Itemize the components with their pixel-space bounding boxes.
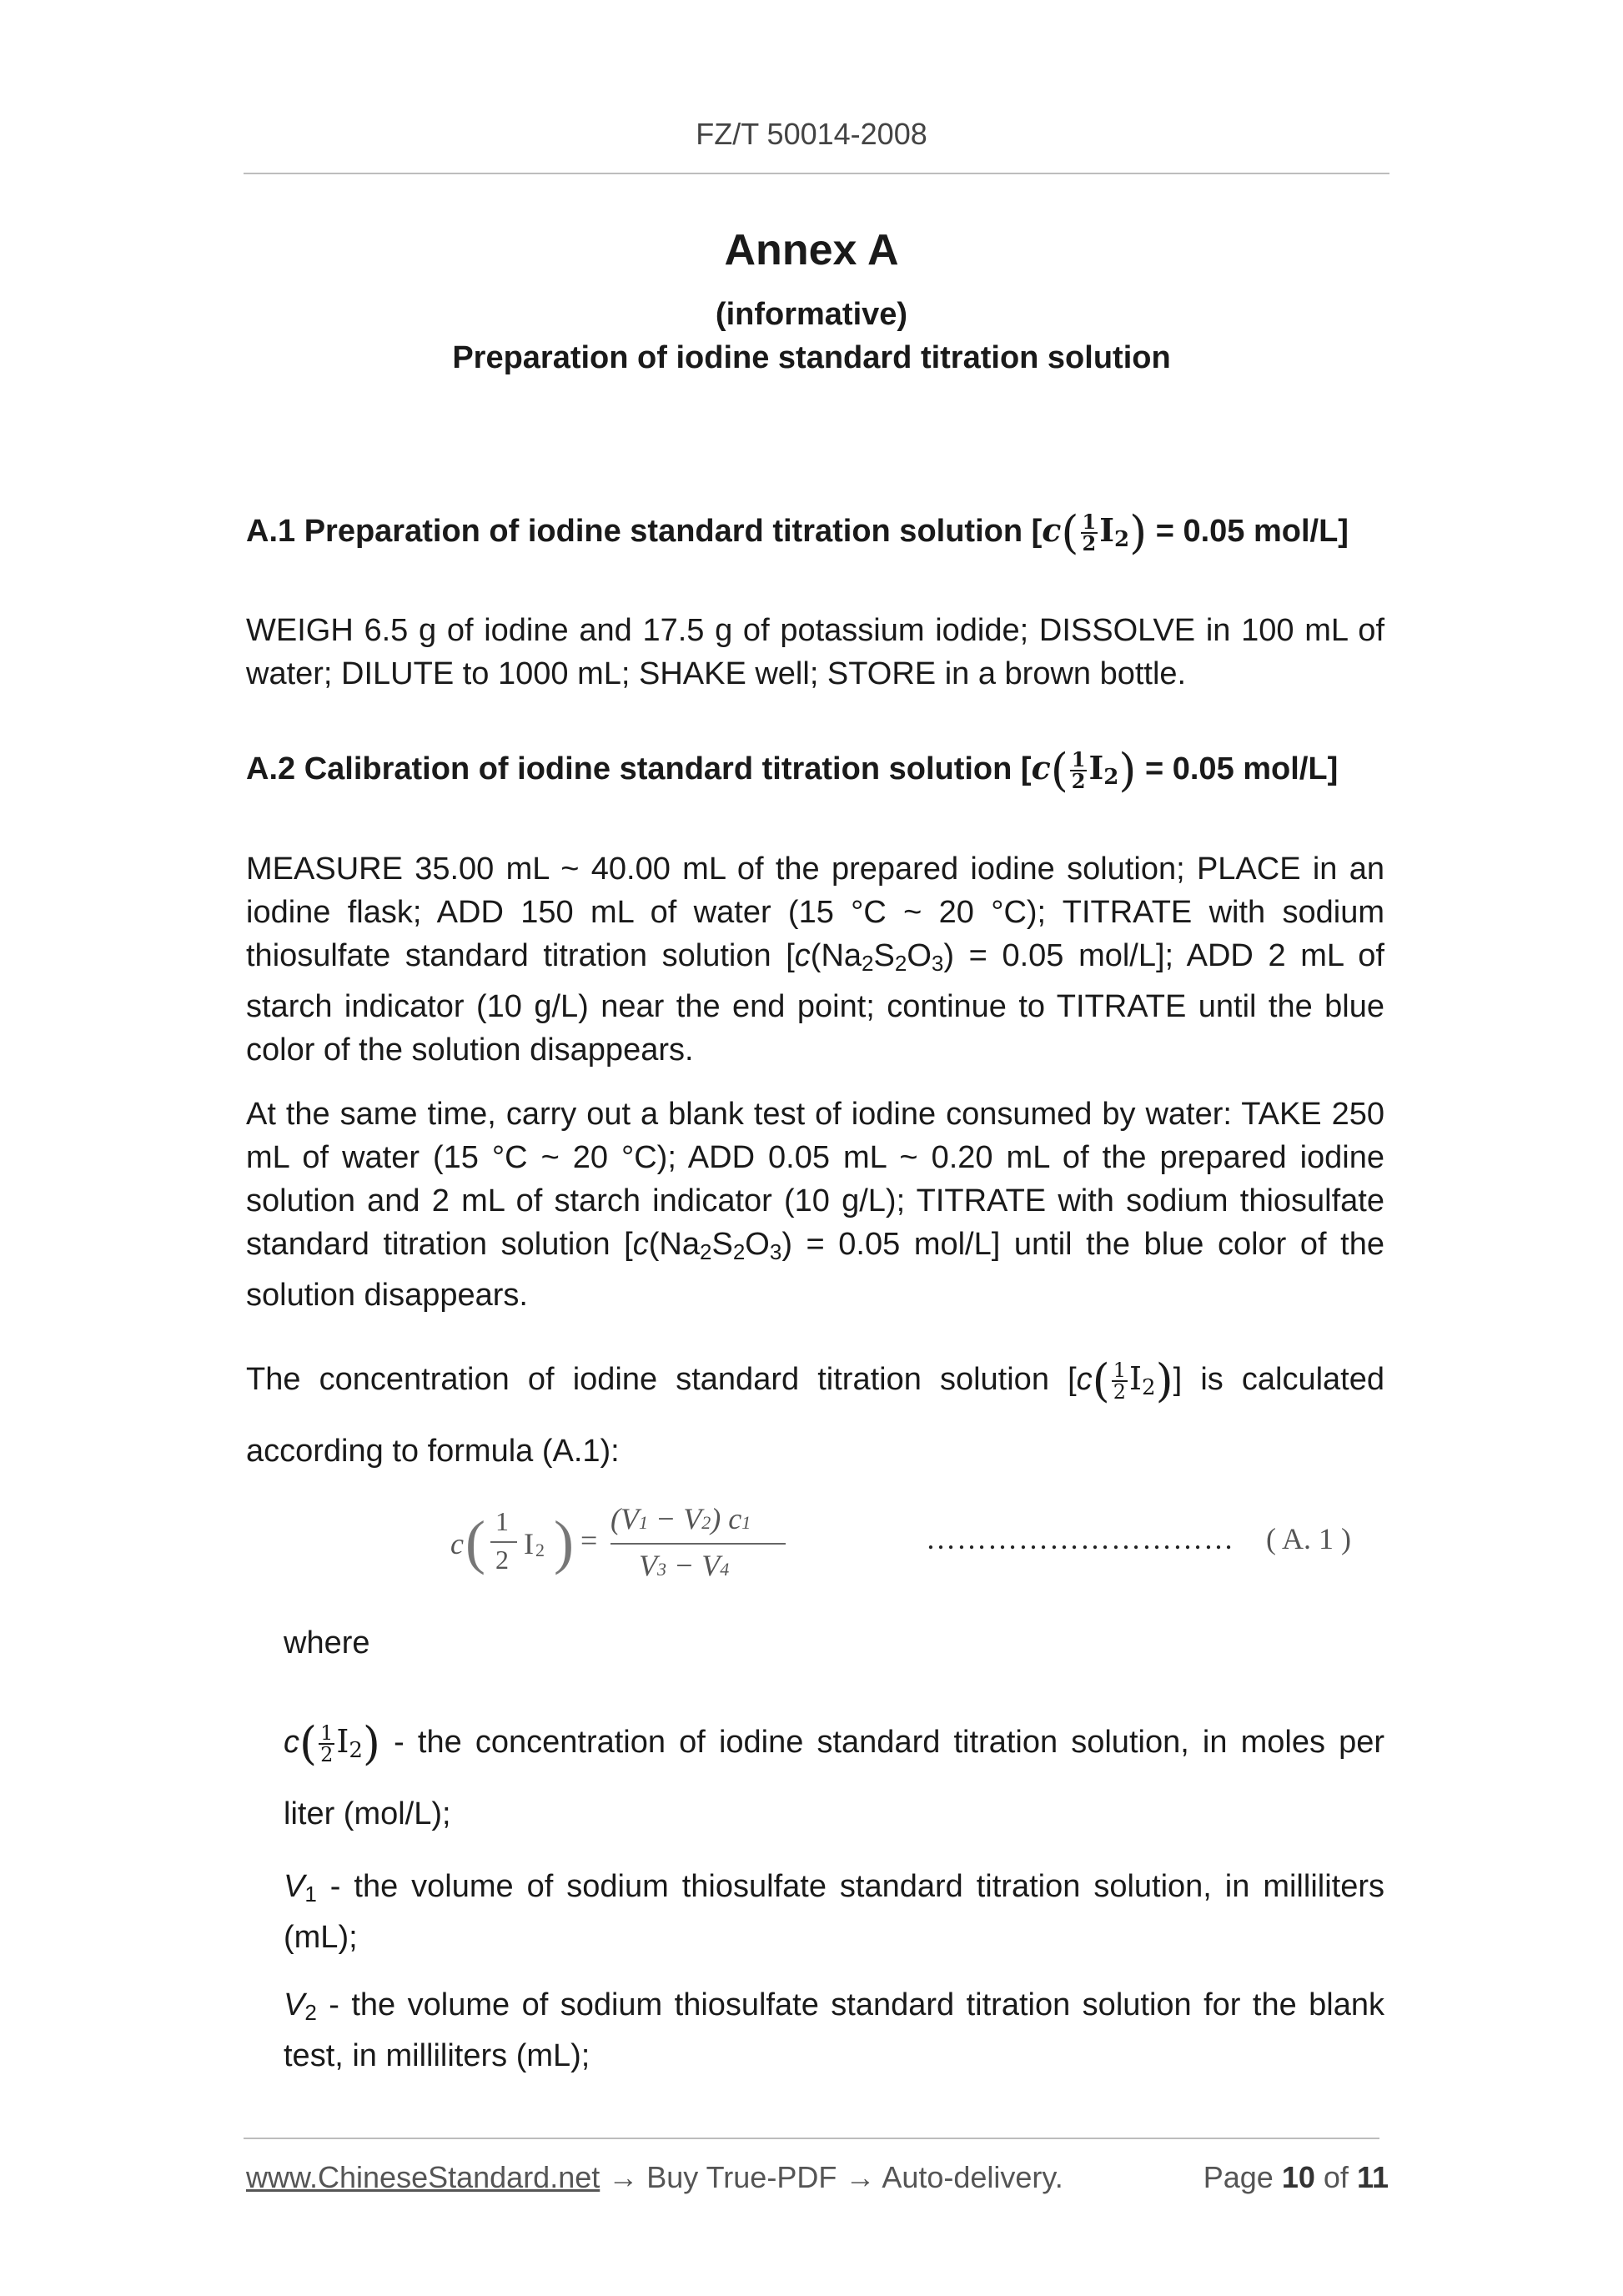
footer-promo: → Buy True-PDF → Auto-delivery. xyxy=(600,2160,1063,2194)
where-item-c: c( $\frac{1}{2}$ $I_2$) - the concentration of iodine standard titration solution, in moles per liter (mol/L); xyxy=(284,1716,1384,1831)
formula-leader: ………………………… xyxy=(926,1522,1234,1555)
fraction-half: $\frac{1}{2}$ xyxy=(320,1721,334,1766)
section-a2-paragraph-3: The concentration of iodine standard titration solution [c( $\frac{1}{2}$ $I_2$)] is calculated according to formula (A.1): xyxy=(246,1354,1384,1469)
footer-divider xyxy=(244,2138,1379,2139)
annex-title: Annex A xyxy=(724,226,899,274)
section-a2-paragraph-2: At the same time, carry out a blank test of iodine consumed by water: TAKE 250 mL of water (15 °C ~ 20 °C); ADD 0.05 mL ~ 0.20 mL of the prepared iodine solution and 2 mL of starch indicator (10 g/L); TITRATE with sodium thiosulfate standard titration solution [$c(Na_2S_2O_3) = 0.05$ mol/L] until the blue color of the solution disappears. xyxy=(246,1097,1384,1313)
fraction-half: $\frac{1}{2}$ xyxy=(1113,1358,1126,1404)
section-a1-body: WEIGH 6.5 g of iodine and 17.5 g of potassium iodide; DISSOLVE in 100 mL of water; DILUTE to 1000 mL; SHAKE well; STORE in a brown bottle. xyxy=(246,613,1384,691)
formula-denominator: V3 − V4 xyxy=(639,1549,730,1582)
section-a1-heading: A.1 Preparation of iodine standard titration solution [c( $\frac{1}{2}$ $I_2) = 0.05$ mol/L] xyxy=(246,505,1349,559)
website-link[interactable]: www.ChineseStandard.net xyxy=(246,2160,600,2194)
where-item-v1: $V_1$ - the volume of sodium thiosulfate standard titration solution, in milliliters (mL); xyxy=(284,1869,1384,1955)
section-a2-paragraph-1: MEASURE 35.00 mL ~ 40.00 mL of the prepared iodine solution; PLACE in an iodine flask; ADD 150 mL of water (15 °C ~ 20 °C); TITRATE with sodium thiosulfate standard titration solution [$c(Na_2S_2O_3) = 0.05$ mol/L]; ADD 2 mL of starch indicator (10 g/L) near the end point; continue to TITRATE until the blue color of the solution disappears. xyxy=(246,852,1384,1068)
document-code: FZ/T 50014-2008 xyxy=(696,117,927,151)
page-indicator: Page 10 of 11 xyxy=(1203,2160,1389,2194)
where-item-v2: $V_2$ - the volume of sodium thiosulfate standard titration solution for the blank test, in milliliters (mL); xyxy=(284,1987,1384,2073)
footer xyxy=(246,2160,1389,2195)
formula-a1: c ( 1 2 I 2 ) = (V1 − V2) c1 V3 − V4 ………………………… ( A. 1 ) xyxy=(450,1502,1351,1582)
annex-type: (informative) xyxy=(715,297,908,332)
header-divider xyxy=(244,173,1389,174)
fraction-half: $\frac{1}{2}$ xyxy=(1082,509,1097,555)
fraction-half: $\frac{1}{2}$ xyxy=(1071,746,1086,793)
fraction-bar xyxy=(490,1541,517,1543)
formula-label: ( A. 1 ) xyxy=(1266,1522,1351,1555)
section-a2-heading: A.2 Calibration of iodine standard titration solution [c( $\frac{1}{2}$ $I_2) = 0.05$ mol/L] xyxy=(246,743,1339,796)
formula-numerator: (V1 − V2) c1 xyxy=(611,1502,751,1535)
where-label: where xyxy=(284,1625,370,1660)
formula-fraction-bar xyxy=(611,1543,786,1545)
annex-name: Preparation of iodine standard titration solution xyxy=(452,340,1171,375)
